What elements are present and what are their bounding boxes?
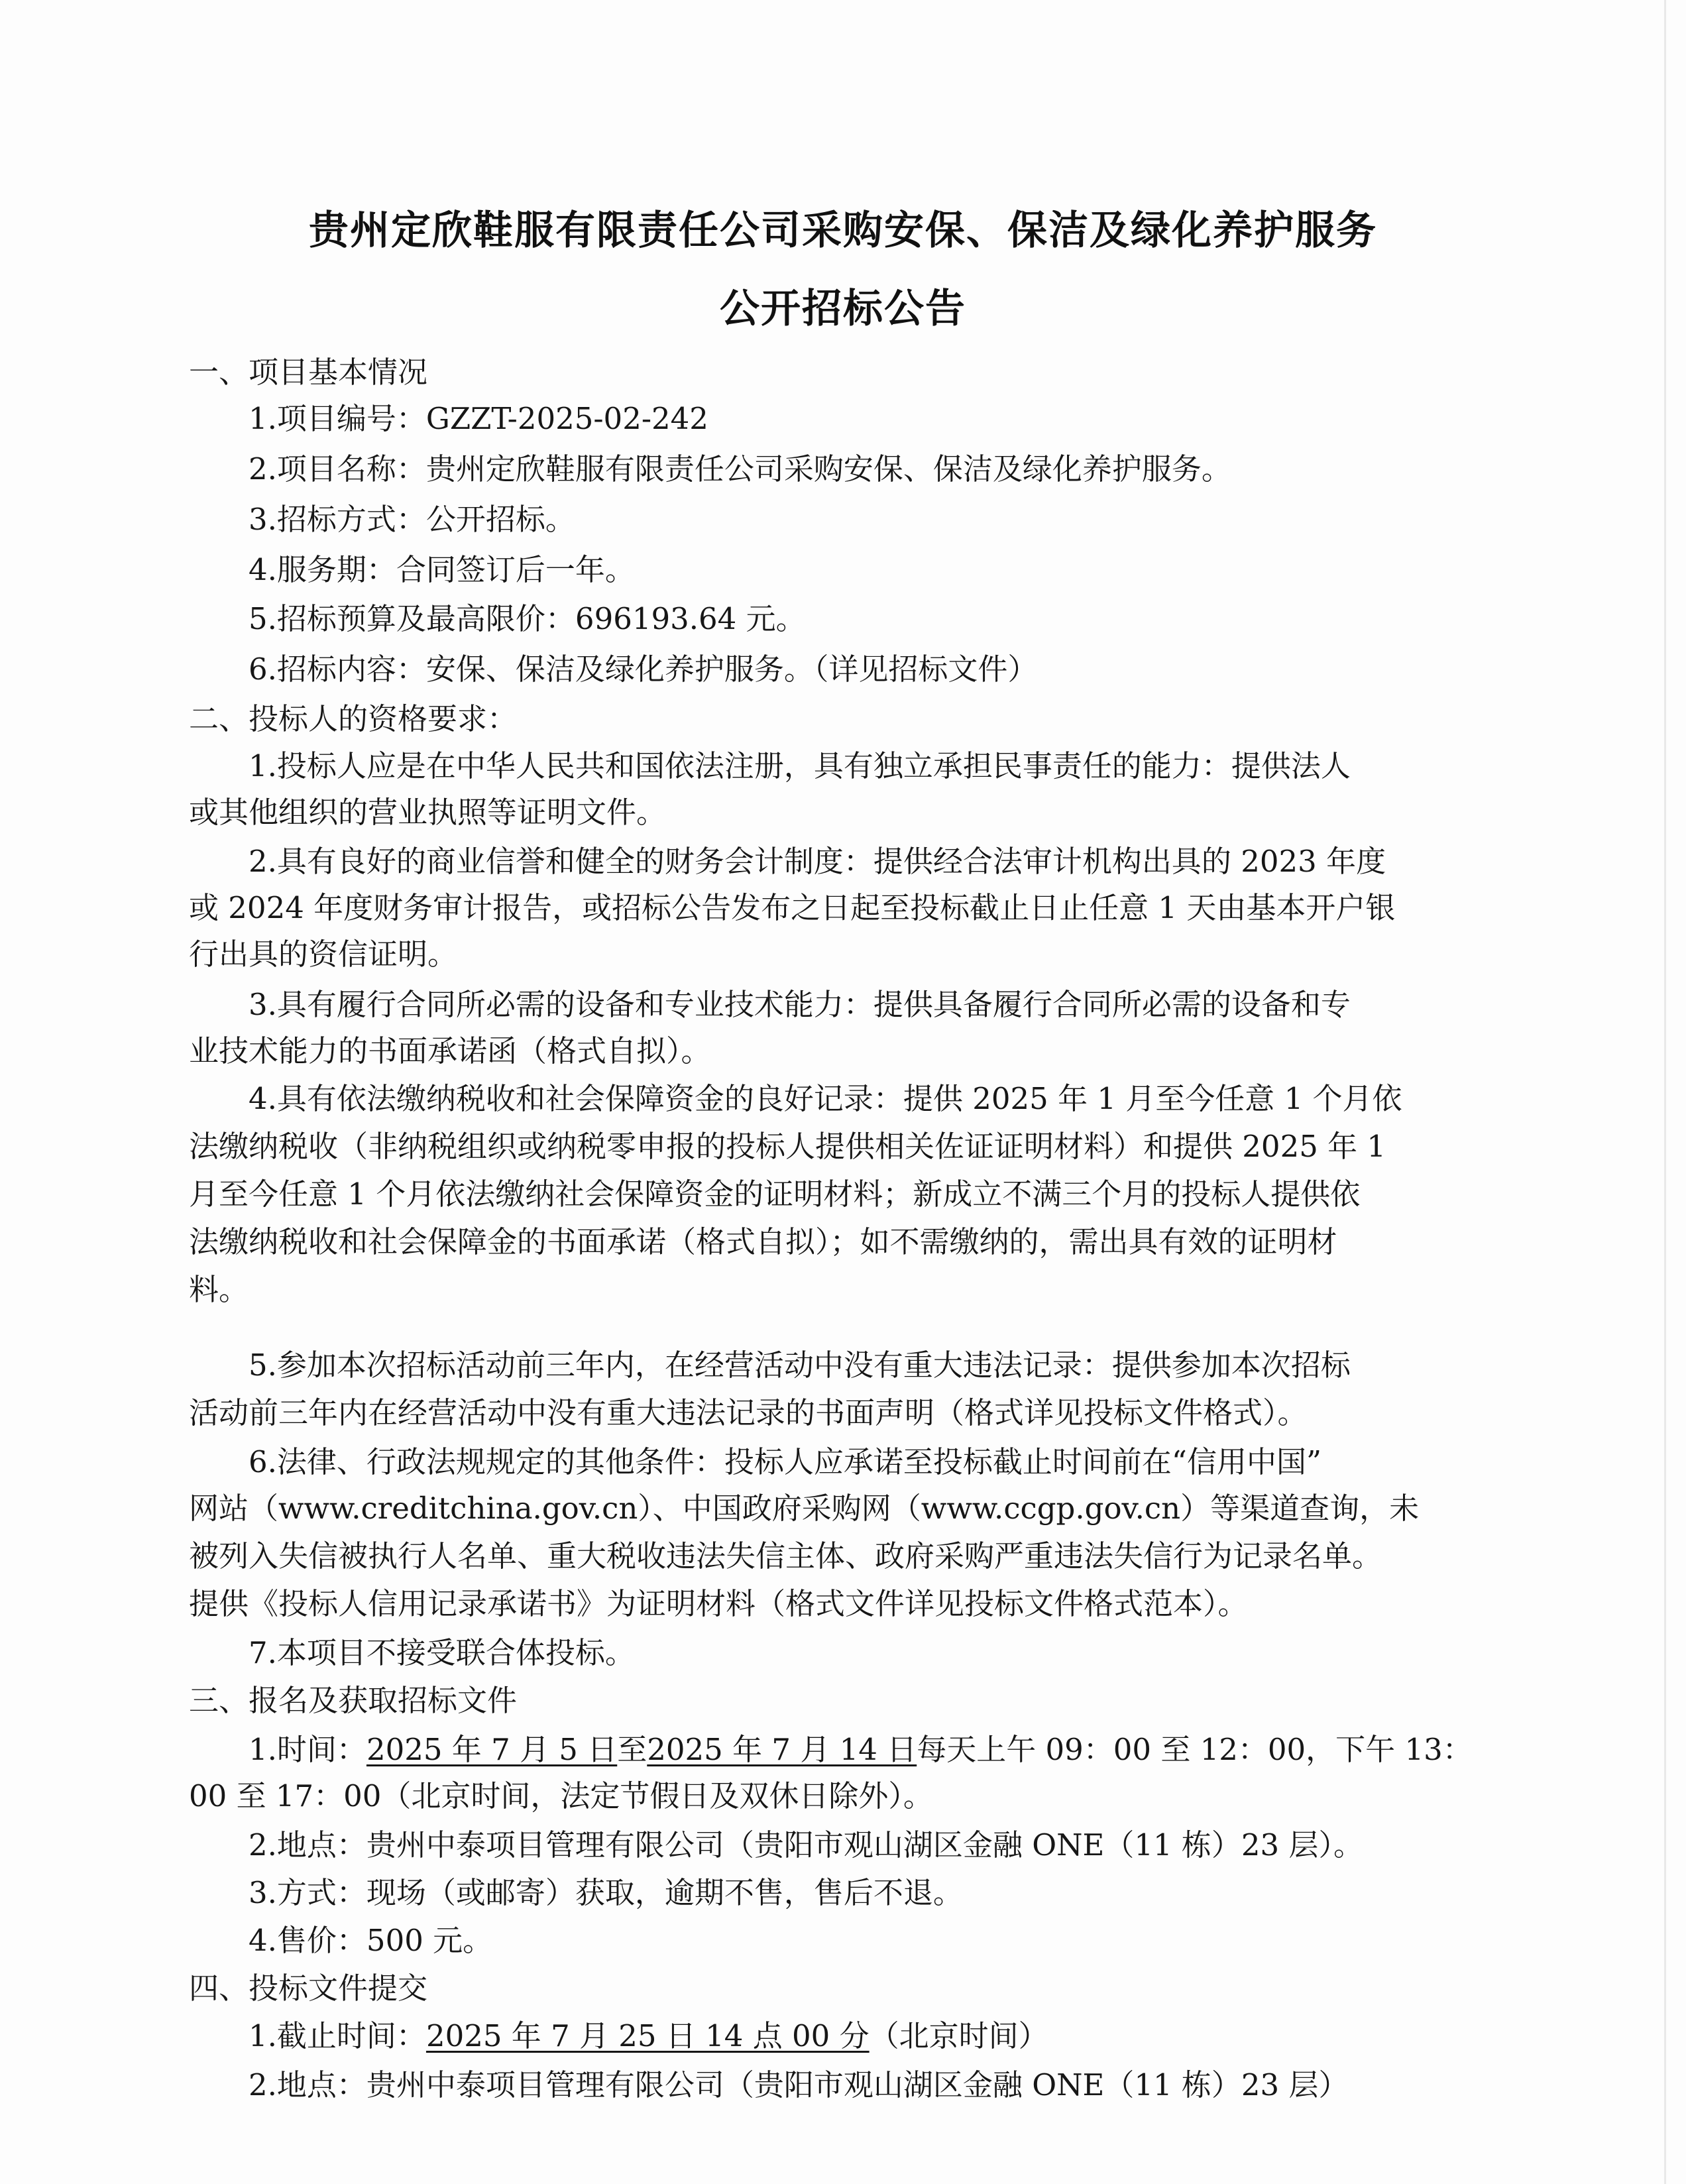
- registration-time-label: 1.时间：: [249, 1732, 366, 1767]
- qualification-7: 7.本项目不接受联合体投标。: [249, 1635, 635, 1670]
- registration-end-date: 2025 年 7 月 14 日: [647, 1732, 917, 1767]
- registration-method: 3.方式：现场（或邮寄）获取，逾期不售，售后不退。: [249, 1875, 963, 1910]
- submission-deadline-value: 2025 年 7 月 25 日 14 点 00 分: [425, 2018, 870, 2053]
- qualification-3-line2: 业技术能力的书面承诺函（格式自拟）。: [189, 1033, 711, 1068]
- qualification-5-line1: 5.参加本次招标活动前三年内，在经营活动中没有重大违法记录：提供参加本次招标: [249, 1348, 1351, 1383]
- qualification-4-line1: 4.具有依法缴纳税收和社会保障资金的良好记录：提供 2025 年 1 月至今任意 1 个月依: [249, 1081, 1402, 1116]
- submission-place: 2.地点：贵州中泰项目管理有限公司（贵阳市观山湖区金融 ONE（11 栋）23 层）: [249, 2067, 1349, 2102]
- qualification-4-line2: 法缴纳税收（非纳税组织或纳税零申报的投标人提供相关佐证证明材料）和提供 2025 年 1: [189, 1129, 1386, 1164]
- submission-deadline-timezone: （北京时间）: [869, 2018, 1048, 2053]
- document-title-line2: 公开招标公告: [720, 286, 966, 332]
- qualification-3-line1: 3.具有履行合同所必需的设备和专业技术能力：提供具备履行合同所必需的设备和专: [249, 987, 1351, 1022]
- qualification-1-line2: 或其他组织的营业执照等证明文件。: [189, 795, 667, 830]
- qualification-6-line2: 网站（www.creditchina.gov.cn）、中国政府采购网（www.ccgp.gov.cn）等渠道查询，未: [189, 1491, 1420, 1526]
- project-name: 2.项目名称：贵州定欣鞋服有限责任公司采购安保、保洁及绿化养护服务。: [249, 451, 1231, 487]
- document-title-line1: 贵州定欣鞋服有限责任公司采购安保、保洁及绿化养护服务: [309, 207, 1377, 254]
- section-heading-basic-info: 一、项目基本情况: [189, 355, 428, 390]
- qualification-2-line2: 或 2024 年度财务审计报告，或招标公告发布之日起至投标截止日止任意 1 天由基本开户银: [189, 890, 1396, 925]
- submission-deadline: [249, 2016, 1048, 2056]
- registration-time-line1: [249, 1730, 1473, 1770]
- service-period: 4.服务期：合同签订后一年。: [249, 552, 635, 587]
- qualification-5-line2: 活动前三年内在经营活动中没有重大违法记录的书面声明（格式详见投标文件格式）。: [189, 1395, 1308, 1430]
- tender-content: 6.招标内容：安保、保洁及绿化养护服务。（详见招标文件）: [249, 652, 1038, 687]
- section-heading-submission: 四、投标文件提交: [189, 1971, 428, 2006]
- qualification-4-line3: 月至今任意 1 个月依法缴纳社会保障资金的证明材料；新成立不满三个月的投标人提供依: [189, 1177, 1361, 1212]
- qualification-4-line5: 料。: [189, 1272, 249, 1307]
- section-heading-qualifications: 二、投标人的资格要求：: [189, 701, 518, 736]
- qualification-2-line3: 行出具的资信证明。: [189, 937, 458, 972]
- registration-time-line2: 00 至 17：00（北京时间，法定节假日及双休日除外）。: [189, 1778, 933, 1813]
- document-price: 4.售价：500 元。: [249, 1923, 493, 1958]
- tender-method: 3.招标方式：公开招标。: [249, 502, 575, 537]
- qualification-1-line1: 1.投标人应是在中华人民共和国依法注册，具有独立承担民事责任的能力：提供法人: [249, 748, 1351, 783]
- qualification-4-line4: 法缴纳税收和社会保障金的书面承诺（格式自拟）；如不需缴纳的，需出具有效的证明材: [189, 1224, 1337, 1259]
- project-number: 1.项目编号：GZZT-2025-02-242: [249, 401, 708, 436]
- submission-deadline-label: 1.截止时间：: [249, 2018, 426, 2053]
- tender-budget: 5.招标预算及最高限价：696193.64 元。: [249, 601, 806, 636]
- qualification-2-line1: 2.具有良好的商业信誉和健全的财务会计制度：提供经合法审计机构出具的 2023 年度: [249, 844, 1386, 879]
- registration-daily-hours: 每天上午 09：00 至 12：00，下午 13：: [917, 1732, 1473, 1767]
- qualification-6-line4: 提供《投标人信用记录承诺书》为证明材料（格式文件详见投标文件格式范本）。: [189, 1586, 1248, 1621]
- qualification-6-line1: 6.法律、行政法规规定的其他条件：投标人应承诺至投标截止时间前在“信用中国”: [249, 1444, 1321, 1479]
- registration-place: 2.地点：贵州中泰项目管理有限公司（贵阳市观山湖区金融 ONE（11 栋）23 层）。: [249, 1827, 1363, 1863]
- qualification-6-line3: 被列入失信被执行人名单、重大税收违法失信主体、政府采购严重违法失信行为记录名单。: [189, 1538, 1382, 1574]
- registration-time-to: 至: [617, 1732, 647, 1767]
- section-heading-registration: 三、报名及获取招标文件: [189, 1683, 518, 1718]
- registration-start-date: 2025 年 7 月 5 日: [366, 1732, 618, 1767]
